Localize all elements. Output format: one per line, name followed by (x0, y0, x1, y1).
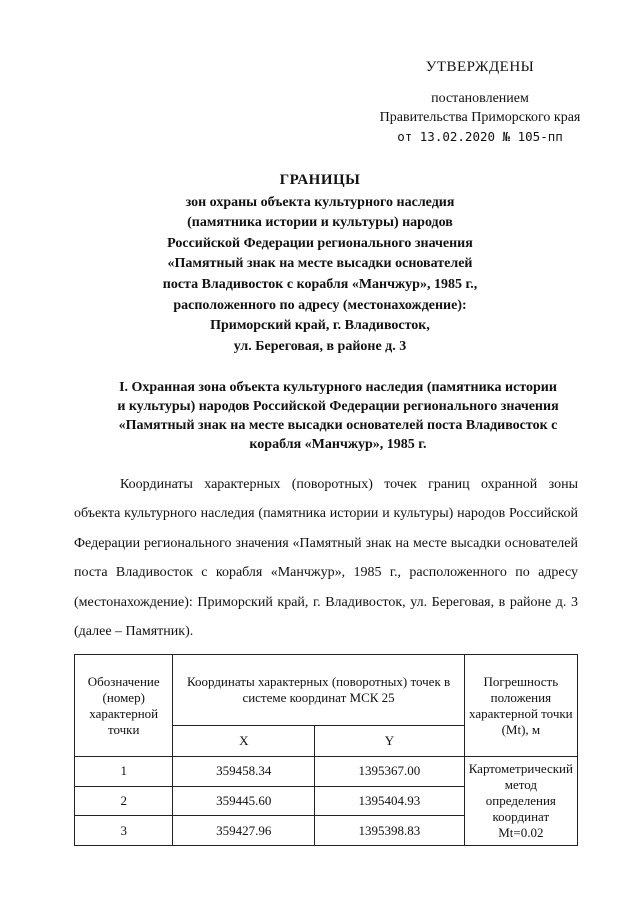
header-x: X (173, 726, 315, 757)
cell-error-note: Картометрический метод определения координат Mt=0.02 (464, 757, 577, 846)
approval-block (355, 58, 615, 146)
heading-line: «Памятный знак на месте высадки основателей (167, 256, 473, 272)
heading-line: (памятника истории и культуры) народов (187, 215, 453, 231)
header-y: Y (315, 726, 465, 757)
document-heading (120, 170, 520, 357)
cell-x: 359445.60 (173, 786, 315, 816)
heading-line: ул. Береговая, в районе д. 3 (233, 338, 407, 354)
approval-title: УТВЕРЖДЕНЫ (425, 59, 535, 75)
header-error: Погрешность положения характерной точки (Mt), м (464, 655, 577, 757)
body-text: Координаты характерных (поворотных) точек границ охранной зоны объекта культурного наследия (памятника истории и культуры) народов Российской Федерации регионального значения «Памятный знак на месте высадки основателей поста Владивосток с корабля «Манчжур», 1985 г., расположенного по адресу (местонахождение): Приморский край, г. Владивосток, ул. Береговая, в районе д. 3 (далее – Памятник). (74, 477, 578, 640)
section-heading (78, 378, 598, 454)
header-coordinates: Координаты характерных (поворотных) точек в системе координат МСК 25 (173, 655, 464, 726)
coordinates-table (74, 654, 578, 846)
cell-point-number: 1 (75, 757, 173, 787)
approval-line-1: постановлением (431, 91, 529, 106)
section-line: «Памятный знак на месте высадки основателей поста Владивосток с (118, 418, 558, 433)
cell-y: 1395398.83 (315, 816, 465, 846)
section-line: корабля «Манчжур», 1985 г. (249, 437, 427, 452)
cell-y: 1395367.00 (315, 757, 465, 787)
approval-date: от 13.02.2020 № 105-пп (397, 129, 563, 144)
heading-line: поста Владивосток с корабля «Манчжур», 1985 г., (162, 276, 478, 292)
heading-line: Российской Федерации регионального значения (167, 235, 473, 251)
cell-y: 1395404.93 (315, 786, 465, 816)
table-row (75, 757, 578, 787)
cell-x: 359458.34 (173, 757, 315, 787)
cell-x: 359427.96 (173, 816, 315, 846)
header-point-number: Обозначение (номер) характерной точки (75, 655, 173, 757)
table-header-row (75, 655, 578, 726)
body-paragraph (74, 470, 578, 646)
heading-line: расположенного по адресу (местонахождение): (173, 297, 467, 313)
approval-line-2: Правительства Приморского края (379, 110, 581, 125)
section-line: I. Охранная зона объекта культурного наследия (памятника истории (119, 380, 557, 395)
document-title: ГРАНИЦЫ (279, 172, 361, 188)
heading-line: зон охраны объекта культурного наследия (185, 194, 455, 210)
cell-point-number: 3 (75, 816, 173, 846)
section-line: и культуры) народов Российской Федерации регионального значения (117, 399, 559, 414)
cell-point-number: 2 (75, 786, 173, 816)
heading-line: Приморский край, г. Владивосток, (210, 318, 430, 334)
